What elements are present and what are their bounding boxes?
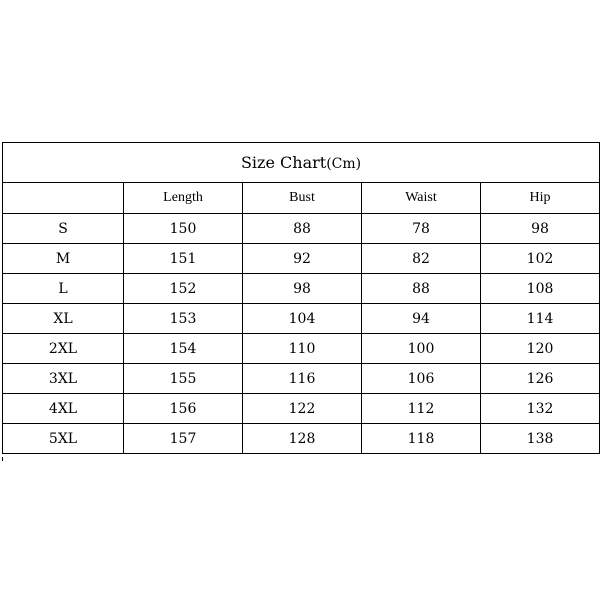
table-row bbox=[3, 304, 600, 334]
header-cell-length: Length bbox=[124, 183, 243, 214]
cell-size: 5XL bbox=[3, 424, 124, 454]
title-row bbox=[3, 143, 600, 183]
header-row bbox=[3, 183, 600, 214]
chart-title-main: Size Chart bbox=[240, 153, 327, 172]
cell-bust: 116 bbox=[243, 364, 362, 394]
table-border-tail bbox=[2, 457, 3, 461]
cell-length: 152 bbox=[124, 274, 243, 304]
cell-length: 150 bbox=[124, 214, 243, 244]
cell-size: L bbox=[3, 274, 124, 304]
cell-hip: 108 bbox=[481, 274, 600, 304]
cell-bust: 110 bbox=[243, 334, 362, 364]
cell-bust: 92 bbox=[243, 244, 362, 274]
cell-hip: 126 bbox=[481, 364, 600, 394]
cell-size: 2XL bbox=[3, 334, 124, 364]
table-row bbox=[3, 394, 600, 424]
cell-length: 155 bbox=[124, 364, 243, 394]
cell-hip: 120 bbox=[481, 334, 600, 364]
chart-title-unit: (Cm) bbox=[326, 156, 362, 172]
cell-bust: 122 bbox=[243, 394, 362, 424]
cell-waist: 112 bbox=[362, 394, 481, 424]
cell-hip: 138 bbox=[481, 424, 600, 454]
cell-waist: 100 bbox=[362, 334, 481, 364]
cell-bust: 104 bbox=[243, 304, 362, 334]
cell-bust: 88 bbox=[243, 214, 362, 244]
size-chart-table bbox=[2, 142, 600, 454]
cell-length: 153 bbox=[124, 304, 243, 334]
table-row bbox=[3, 424, 600, 454]
cell-length: 157 bbox=[124, 424, 243, 454]
cell-hip: 102 bbox=[481, 244, 600, 274]
cell-length: 156 bbox=[124, 394, 243, 424]
cell-waist: 78 bbox=[362, 214, 481, 244]
cell-bust: 128 bbox=[243, 424, 362, 454]
cell-waist: 94 bbox=[362, 304, 481, 334]
cell-waist: 106 bbox=[362, 364, 481, 394]
cell-size: S bbox=[3, 214, 124, 244]
cell-size: 4XL bbox=[3, 394, 124, 424]
table-row bbox=[3, 244, 600, 274]
header-cell-waist: Waist bbox=[362, 183, 481, 214]
header-cell-size bbox=[3, 183, 124, 214]
cell-waist: 88 bbox=[362, 274, 481, 304]
cell-hip: 98 bbox=[481, 214, 600, 244]
cell-waist: 118 bbox=[362, 424, 481, 454]
cell-bust: 98 bbox=[243, 274, 362, 304]
cell-hip: 132 bbox=[481, 394, 600, 424]
header-cell-bust: Bust bbox=[243, 183, 362, 214]
cell-length: 151 bbox=[124, 244, 243, 274]
cell-size: XL bbox=[3, 304, 124, 334]
table-row bbox=[3, 334, 600, 364]
table-row bbox=[3, 364, 600, 394]
cell-size: M bbox=[3, 244, 124, 274]
cell-waist: 82 bbox=[362, 244, 481, 274]
cell-length: 154 bbox=[124, 334, 243, 364]
cell-hip: 114 bbox=[481, 304, 600, 334]
cell-size: 3XL bbox=[3, 364, 124, 394]
table-row bbox=[3, 214, 600, 244]
header-cell-hip: Hip bbox=[481, 183, 600, 214]
table-row bbox=[3, 274, 600, 304]
chart-title bbox=[3, 143, 600, 183]
